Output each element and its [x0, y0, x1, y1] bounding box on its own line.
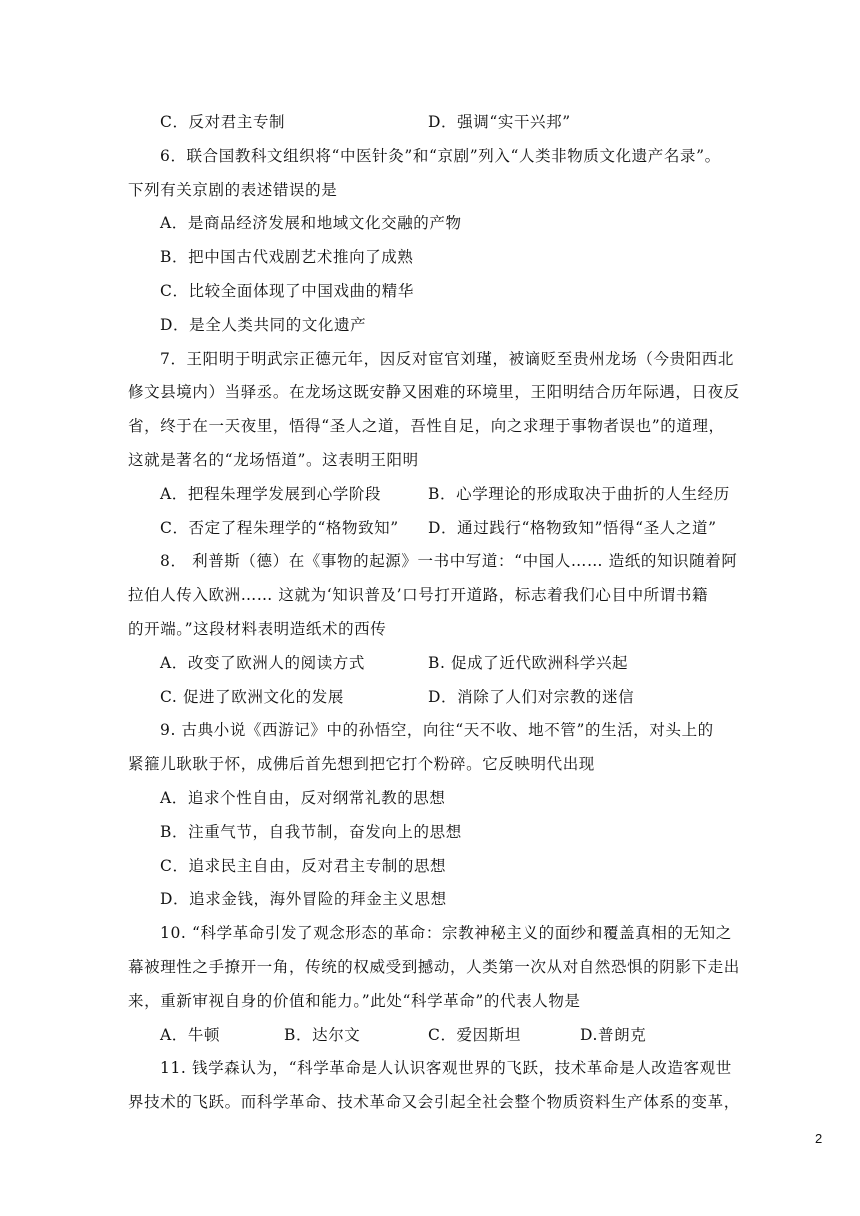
q6-option-a: A．是商品经济发展和地域文化交融的产物 — [160, 214, 462, 232]
q7-stem-line-4: 这就是著名的“龙场悟道”。这表明王阳明 — [128, 451, 419, 469]
q10-stem-line-2: 幕被理性之手撩开一角，传统的权威受到撼动，人类第一次从对自然恐惧的阴影下走出 — [128, 958, 740, 976]
q10-option-b: B．达尔文 — [284, 1026, 361, 1044]
page-number: 2 — [815, 1131, 823, 1146]
q8-option-c: C. 促进了欧洲文化的发展 — [160, 688, 344, 706]
q5-option-d: D．强调“实干兴邦” — [428, 113, 571, 131]
q10-option-a: A．牛顿 — [160, 1026, 221, 1044]
q10-stem-line-3: 来，重新审视自身的价值和能力。”此处“科学革命”的代表人物是 — [128, 992, 581, 1010]
q6-stem-line-1: 6．联合国教科文组织将“中医针灸”和“京剧”列入“人类非物质文化遗产名录”。 — [160, 147, 721, 165]
q6-option-b: B．把中国古代戏剧艺术推向了成熟 — [160, 248, 414, 266]
q7-option-d: D．通过践行“格物致知”悟得“圣人之道” — [428, 519, 717, 537]
q9-stem-line-1: 9. 古典小说《西游记》中的孙悟空，向往“天不收、地不管”的生活，对头上的 — [160, 721, 714, 739]
q7-option-b: B．心学理论的形成取决于曲折的人生经历 — [428, 485, 730, 503]
q7-stem-line-2: 修文县境内）当驿丞。在龙场这既安静又困难的环境里，王阳明结合历年际遇，日夜反 — [128, 383, 740, 401]
q7-option-a: A．把程朱理学发展到心学阶段 — [160, 485, 382, 503]
q8-stem-line-2: 拉伯人传入欧洲…… 这就为‘知识普及’口号打开道路，标志着我们心目中所谓书籍 — [128, 586, 709, 604]
q8-stem-line-1: 8． 利普斯（德）在《事物的起源》一书中写道：“中国人…… 造纸的知识随着阿 — [160, 552, 738, 570]
q6-option-d: D．是全人类共同的文化遗产 — [160, 316, 367, 334]
q9-stem-line-2: 紧箍儿耿耿于怀，成佛后首先想到把它打个粉碎。它反映明代出现 — [128, 755, 595, 773]
q9-option-a: A．追求个性自由，反对纲常礼教的思想 — [160, 789, 446, 807]
q5-option-c: C．反对君主专制 — [160, 113, 286, 131]
q8-option-b: B. 促成了近代欧洲科学兴起 — [428, 654, 629, 672]
q6-stem-line-2: 下列有关京剧的表述错误的是 — [128, 181, 338, 199]
q8-stem-line-3: 的开端。”这段材料表明造纸术的西传 — [128, 620, 387, 638]
q9-option-d: D．追求金钱，海外冒险的拜金主义思想 — [160, 890, 447, 908]
q10-option-c: C．爱因斯坦 — [428, 1026, 521, 1044]
q6-option-c: C．比较全面体现了中国戏曲的精华 — [160, 282, 414, 300]
q9-option-b: B．注重气节，自我节制，奋发向上的思想 — [160, 823, 462, 841]
q10-stem-line-1: 10. “科学革命引发了观念形态的革命：宗教神秘主义的面纱和覆盖真相的无知之 — [160, 924, 732, 942]
q11-stem-line-1: 11. 钱学森认为，“科学革命是人认识客观世界的飞跃，技术革命是人改造客观世 — [160, 1059, 732, 1077]
q7-stem-line-1: 7．王阳明于明武宗正德元年，因反对宦官刘瑾，被谪贬至贵州龙场（今贵阳西北 — [160, 350, 734, 368]
q9-option-c: C．追求民主自由，反对君主专制的思想 — [160, 857, 447, 875]
q7-stem-line-3: 省，终于在一天夜里，悟得“圣人之道，吾性自足，向之求理于事物者误也”的道理， — [128, 417, 725, 435]
q8-option-a: A．改变了欧洲人的阅读方式 — [160, 654, 365, 672]
q7-option-c: C．否定了程朱理学的“格物致知” — [160, 519, 399, 537]
q8-option-d: D．消除了人们对宗教的迷信 — [428, 688, 635, 706]
q10-option-d: D.普朗克 — [580, 1026, 647, 1044]
q11-stem-line-2: 界技术的飞跃。而科学革命、技术革命又会引起全社会整个物质资料生产体系的变革， — [128, 1093, 740, 1111]
